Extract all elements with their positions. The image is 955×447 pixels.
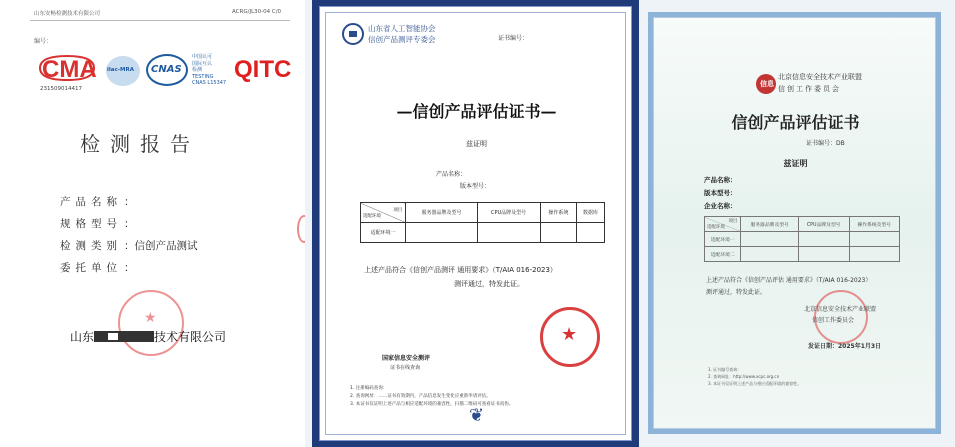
committee-name: 信创产品测评专委会 bbox=[368, 35, 436, 44]
association-logo-icon bbox=[342, 23, 364, 45]
field-label: 委托单位 bbox=[60, 262, 122, 274]
field-label: 检测类别 bbox=[60, 240, 122, 252]
certificate-title: —信创产品评估证书— bbox=[396, 102, 557, 121]
pass-statement: 测评通过，特发此证。 bbox=[454, 280, 524, 288]
cert-number: 证书编号：DB bbox=[806, 140, 845, 147]
note-line: 2. 查询网址：……证书有效期内，产品信息发生变化应重新申请评估。 bbox=[350, 394, 491, 399]
field-label: 产品名称： bbox=[704, 176, 737, 184]
report-number-label: 编号： bbox=[34, 38, 53, 45]
adaptation-table bbox=[704, 216, 900, 262]
table-header-row bbox=[361, 203, 605, 223]
compliance-statement: 上述产品符合《信创产品评估 通用要求》（T/AIA 016-2023） bbox=[706, 277, 872, 284]
table-row bbox=[705, 247, 900, 262]
column-header: 操作系统 bbox=[540, 203, 577, 223]
note-line: 3. 本证书仅证明上述产品与相应适配环境的兼容性，扫描二维码可查看证书真伪。 bbox=[350, 402, 514, 407]
certificate-subtitle: 兹证明 bbox=[466, 140, 487, 148]
certificate-notes bbox=[708, 366, 801, 387]
table-cell bbox=[577, 223, 605, 243]
adaptation-table bbox=[360, 202, 605, 243]
pass-statement: 测评通过，特发此证。 bbox=[706, 289, 767, 296]
note-line: 1. 注册编码查询： bbox=[350, 386, 388, 391]
cnas-info-line: 中国认可 bbox=[192, 54, 213, 60]
table-row bbox=[705, 232, 900, 247]
diag-bottom-label: 适配环境 bbox=[707, 225, 725, 230]
row-label: 适配环境二 bbox=[705, 247, 741, 262]
column-header: 数据库 bbox=[577, 203, 605, 223]
column-header: 操作系统及型号 bbox=[849, 217, 899, 232]
table-cell bbox=[798, 232, 849, 247]
issuer-name: 北京信息安全技术产业联盟 bbox=[804, 306, 877, 313]
certificate-body bbox=[319, 6, 632, 441]
cnas-info-line: CNAS L15347 bbox=[192, 80, 227, 86]
cnas-logo bbox=[146, 54, 188, 86]
note-line: 1. 证书编号查询： bbox=[708, 367, 742, 372]
table-cell bbox=[477, 223, 540, 243]
issuing-company bbox=[70, 328, 226, 345]
ilac-mra-logo bbox=[106, 56, 140, 86]
table-row bbox=[361, 223, 605, 243]
qitc-logo: QITC bbox=[234, 56, 292, 83]
field-label: 产品名称 bbox=[60, 196, 122, 208]
test-report-page bbox=[0, 0, 305, 447]
accreditation-logos bbox=[36, 52, 298, 100]
version-label: 版本型号： bbox=[460, 183, 491, 190]
report-fields bbox=[60, 194, 198, 282]
column-header: 服务器品牌及型号 bbox=[741, 217, 798, 232]
column-header: CPU品牌及型号 bbox=[477, 203, 540, 223]
field-row bbox=[60, 194, 198, 216]
report-header-code: ACRG/JL30-04 C/0 bbox=[232, 9, 282, 15]
field-label: 企业名称： bbox=[704, 202, 737, 210]
green-certificate-page bbox=[648, 12, 941, 434]
alliance-name: 北京信息安全技术产业联盟 bbox=[778, 73, 862, 81]
field-row bbox=[60, 260, 198, 282]
issuer-committee: 信创工作委员会 bbox=[812, 317, 855, 324]
field-value: ： bbox=[124, 218, 135, 230]
star-icon: ★ bbox=[561, 324, 578, 345]
compliance-statement: 上述产品符合《信创产品测评 通用要求》（T/AIA 016-2023） bbox=[364, 266, 557, 274]
header-divider bbox=[30, 20, 290, 21]
row-label: 适配环境一 bbox=[361, 223, 406, 243]
ornament-icon: ❦ bbox=[468, 405, 485, 426]
issue-date: 发证日期：2025年1月3日 bbox=[808, 343, 882, 350]
field-label: 规格型号 bbox=[60, 218, 122, 230]
column-header: CPU品牌及型号 bbox=[798, 217, 849, 232]
certificate-title: 信创产品评估证书 bbox=[731, 113, 860, 132]
company-suffix: 技术有限公司 bbox=[154, 330, 227, 344]
diagonal-header-cell bbox=[361, 203, 406, 223]
alliance-logo-icon bbox=[756, 74, 776, 94]
ilac-mra-text: ilac-MRA bbox=[107, 67, 134, 73]
report-header-company: 山东安畅检测技术有限公司 bbox=[34, 11, 101, 17]
red-seal-stamp bbox=[540, 307, 600, 367]
cma-number: 231509014417 bbox=[40, 86, 82, 92]
cnas-info-line: TESTING bbox=[192, 73, 214, 80]
field-row bbox=[60, 216, 198, 238]
field-row bbox=[60, 238, 198, 260]
note-line: 2. 查询网址：http://www.xcpc.org.cn bbox=[708, 374, 780, 379]
cma-logo bbox=[36, 52, 98, 92]
red-seal-stamp bbox=[118, 290, 184, 356]
cert-number-label: 证书编号： bbox=[498, 35, 529, 42]
alliance-logo-text: 信息 bbox=[760, 80, 774, 88]
company-prefix: 山东 bbox=[70, 330, 95, 344]
committee-name: 信创工作委员会 bbox=[778, 85, 841, 93]
table-header-row bbox=[705, 217, 900, 232]
star-icon: ★ bbox=[144, 310, 157, 326]
note-line: 3. 本证书仅证明上述产品与相应适配环境的兼容性。 bbox=[708, 381, 802, 386]
table-cell bbox=[741, 232, 798, 247]
qr-caption: 国家信息安全测评 bbox=[382, 355, 431, 362]
diag-bottom-label: 适配环境 bbox=[363, 213, 381, 219]
field-value: ：信创产品测试 bbox=[124, 240, 198, 252]
field-value: ： bbox=[124, 196, 135, 208]
column-header: 服务器品牌及型号 bbox=[406, 203, 477, 223]
table-cell bbox=[741, 247, 798, 262]
table-cell bbox=[540, 223, 577, 243]
table-cell bbox=[798, 247, 849, 262]
certificate-subtitle: 兹证明 bbox=[783, 159, 808, 168]
cma-logo-text: CMA bbox=[42, 56, 97, 83]
field-value: ： bbox=[124, 262, 135, 274]
association-name: 山东省人工智能协会 bbox=[368, 24, 436, 33]
diagonal-header-cell bbox=[705, 217, 741, 232]
field-label: 版本型号： bbox=[704, 189, 737, 197]
cnas-info-line: 国际互认 bbox=[192, 60, 213, 67]
table-cell bbox=[406, 223, 477, 243]
cnas-info-line: 检测 bbox=[192, 67, 203, 73]
cnas-info bbox=[192, 54, 226, 87]
qr-caption-secondary: 证书在线查询 bbox=[390, 365, 421, 371]
cnas-logo-text: CNAS bbox=[151, 64, 182, 75]
product-name-label: 产品名称： bbox=[436, 171, 467, 178]
row-label: 适配环境一 bbox=[705, 232, 741, 247]
report-title: 检测报告 bbox=[80, 132, 200, 156]
certificate-body bbox=[653, 17, 936, 429]
table-cell bbox=[849, 247, 899, 262]
diag-top-label: 项目 bbox=[393, 207, 403, 213]
diag-top-label: 项目 bbox=[728, 219, 738, 224]
blue-certificate-page bbox=[312, 0, 639, 447]
certificate-fields bbox=[704, 175, 737, 214]
redacted-block bbox=[94, 331, 154, 342]
edge-seal-mark bbox=[297, 215, 305, 243]
table-cell bbox=[849, 232, 899, 247]
